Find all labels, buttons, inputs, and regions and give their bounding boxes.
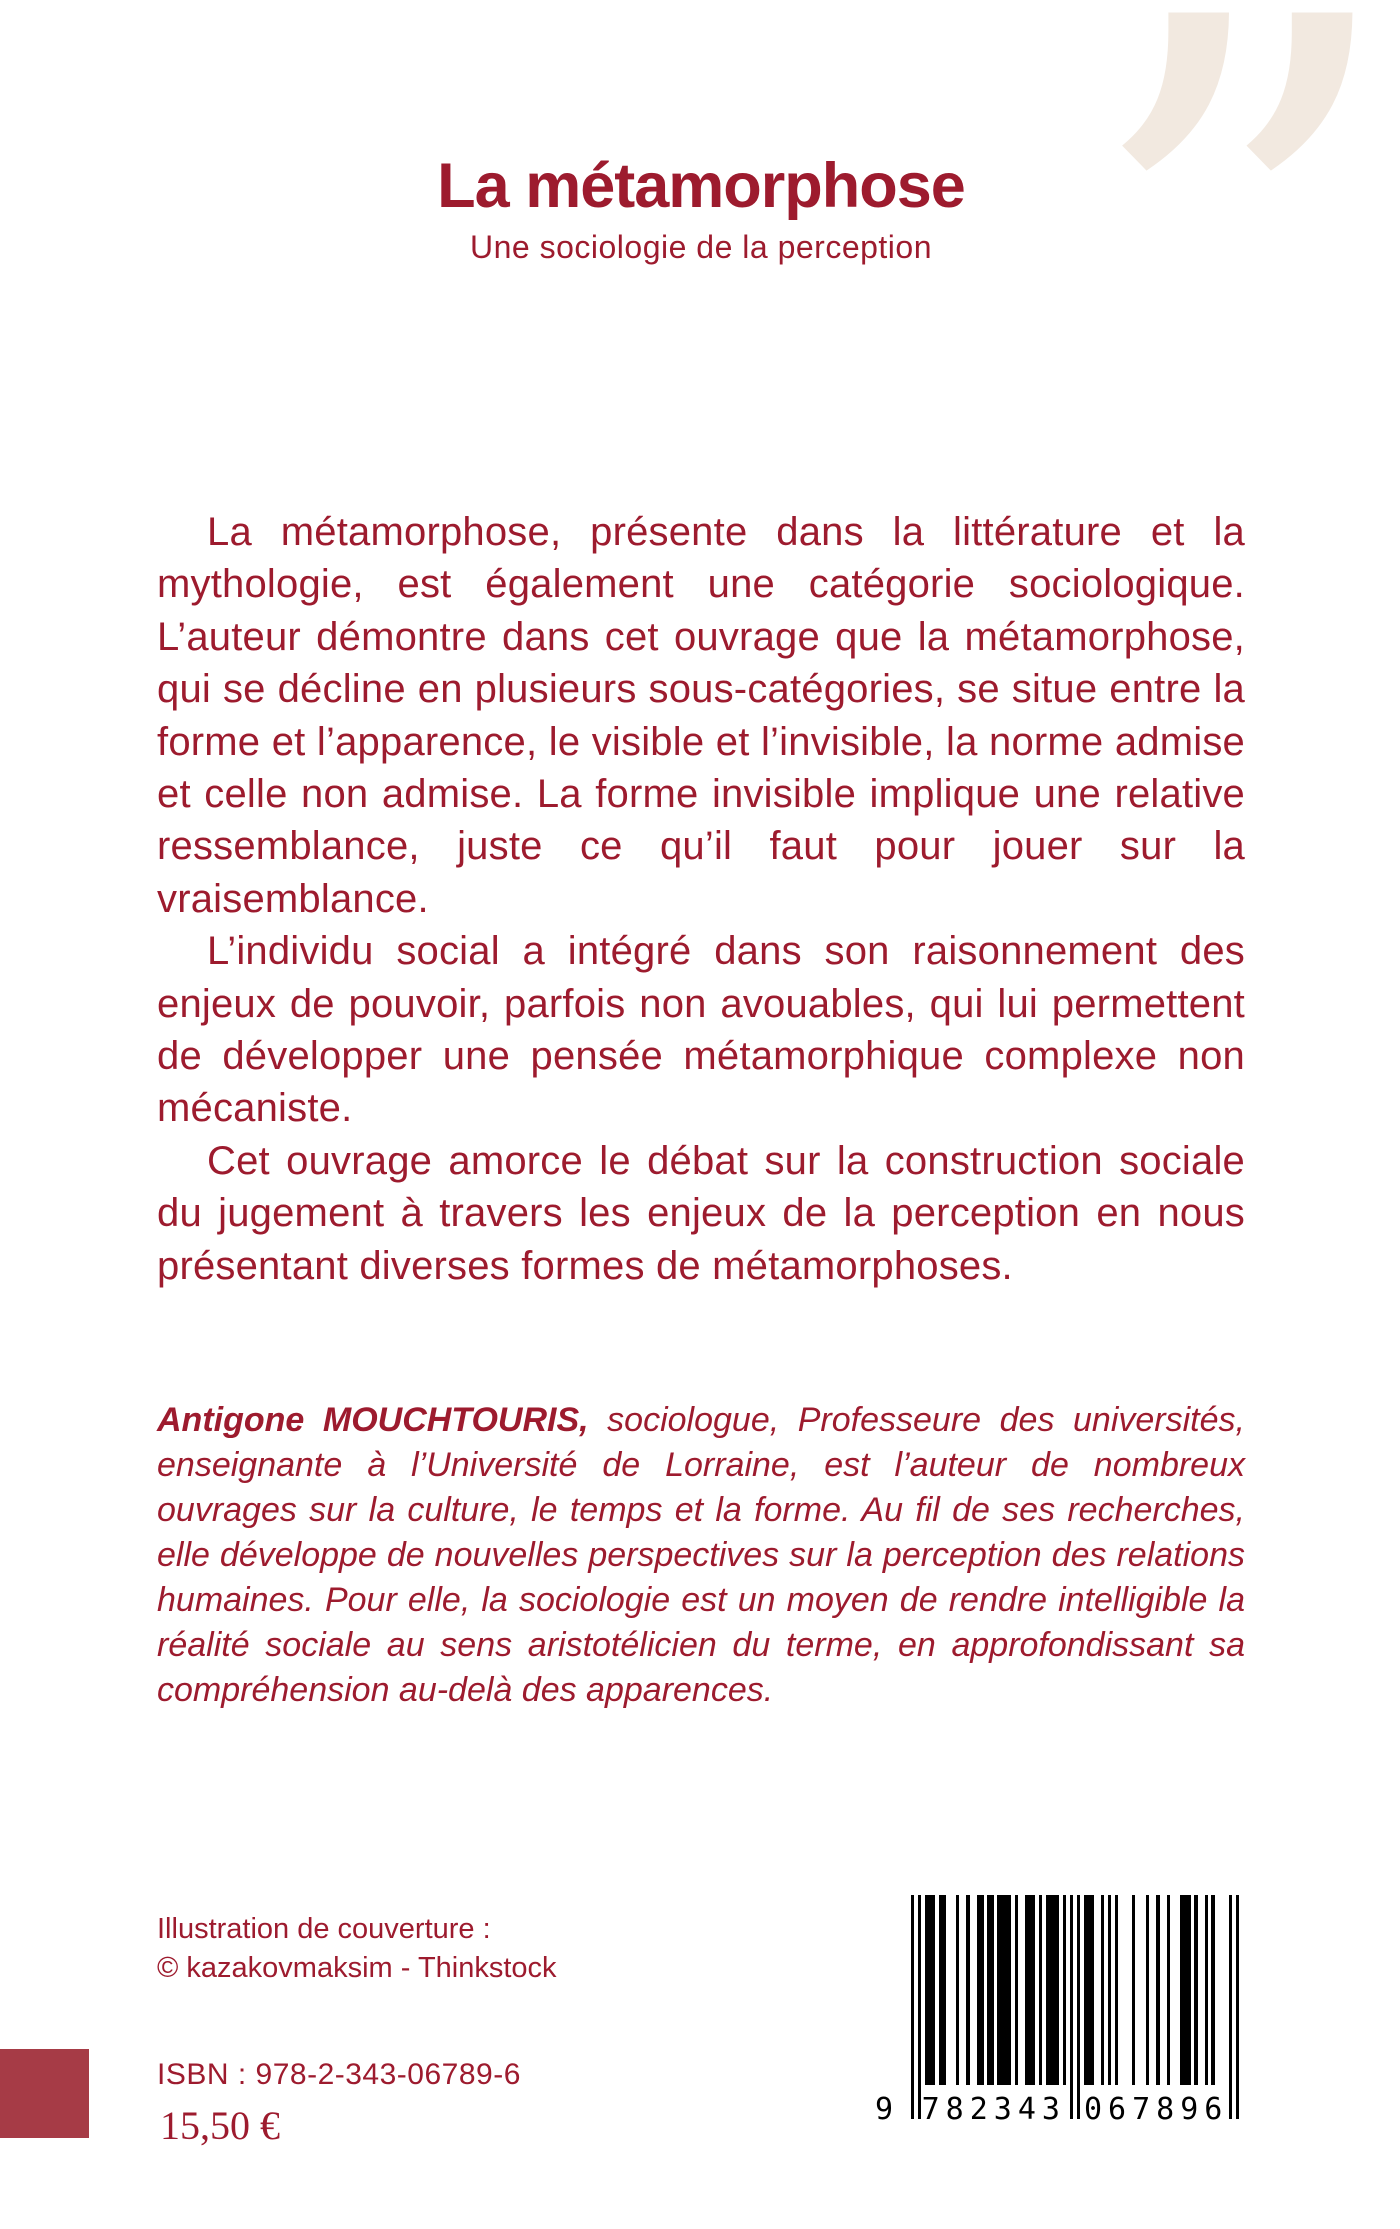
book-subtitle: Une sociologie de la perception (469, 229, 932, 266)
barcode-digit-group-1: 782343 (921, 2092, 1066, 2127)
quote-mark-icon: ” (1076, 0, 1386, 630)
barcode-digit-group-2: 067896 (1083, 2092, 1229, 2127)
bio-text: sociologue, Professeure des universités, enseignante à l’Université de Lorraine, est l’auteur de nombreux ouvrages sur la culture, le temps et la forme. Au fil de ses recherches, elle développe de nouvelles perspectives sur la perception des relations humaines. Pour elle, la sociologie est un moyen de rendre intelligible la réalité sociale au sens aristotélicien du terme, en approfondissant sa compréhension au-delà des apparences. (157, 1401, 1245, 1709)
barcode-module (1236, 1895, 1239, 2119)
barcode-lead-digit: 9 (875, 2092, 894, 2127)
synopsis (157, 506, 1245, 1292)
illustration-credit-copyright: © kazakovmaksim - Thinkstock (157, 1952, 557, 1984)
author-bio (157, 1398, 1245, 1713)
synopsis-paragraph-3: Cet ouvrage amorce le débat sur la construction sociale du jugement à travers les enjeux de la perception en nous présentant diverses formes de métamorphoses. (157, 1138, 1245, 1288)
header (157, 152, 1245, 266)
spine-accent-block (0, 2049, 89, 2138)
isbn: ISBN : 978-2-343-06789-6 (157, 2058, 521, 2091)
book-title: La métamorphose (437, 151, 965, 221)
barcode (875, 1895, 1239, 2127)
price: 15,50 € (160, 2103, 280, 2148)
bio-paragraph (157, 1398, 1245, 1713)
synopsis-paragraph-2: L’individu social a intégré dans son raisonnement des enjeux de pouvoir, parfois non avouables, qui lui permettent de développer une pensée métamorphique complexe non mécaniste. (157, 929, 1245, 1131)
cover-credits (157, 1910, 557, 1988)
illustration-credit-label: Illustration de couverture : (157, 1913, 491, 1945)
synopsis-paragraph-1: La métamorphose, présente dans la littérature et la mythologie, est également une catégorie sociologique. L’auteur démontre dans cet ouvrage que la métamorphose, qui se décline en plusieurs sous-catégories, se situe entre la forme et l’apparence, le visible et l’invisible, la norme admise et celle non admise. La forme invisible implique une relative ressemblance, juste ce qu’il faut pour jouer sur la vraisemblance. (157, 510, 1245, 921)
author-name: Antigone MOUCHTOURIS, (157, 1401, 589, 1439)
